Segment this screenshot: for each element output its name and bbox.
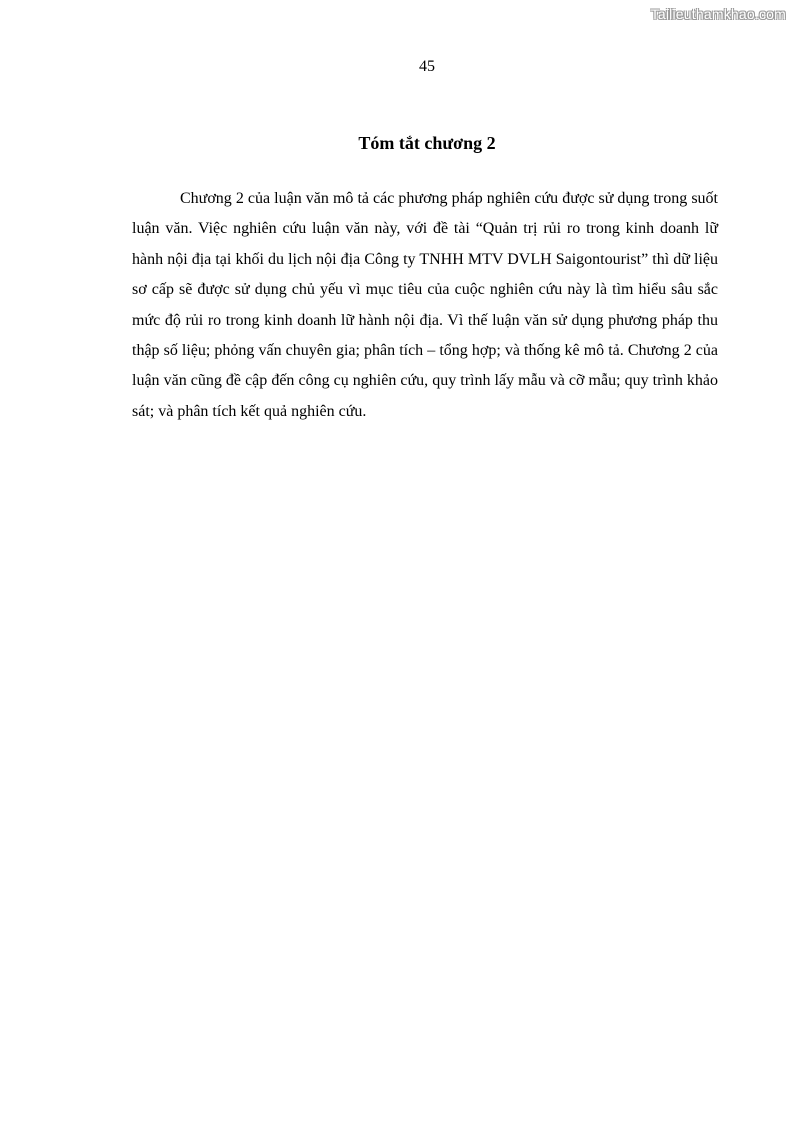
page-number: 45 (419, 58, 435, 75)
watermark-text: Tailieuthamkhao.com (650, 6, 786, 22)
summary-paragraph: Chương 2 của luận văn mô tả các phương pháp nghiên cứu được sử dụng trong suốt luận văn. Việc nghiên cứu luận văn này, với đề tài “Quản trị rủi ro trong kinh doanh lữ hành nội địa tại khối du lịch nội địa Công ty TNHH MTV DVLH Saigontourist” thì dữ liệu sơ cấp sẽ được sử dụng chủ yếu vì mục tiêu của cuộc nghiên cứu này là tìm hiểu sâu sắc mức độ rủi ro trong kinh doanh lữ hành nội địa. Vì thế luận văn sử dụng phương pháp thu thập số liệu; phỏng vấn chuyên gia; phân tích – tổng hợp; và thống kê mô tả. Chương 2 của luận văn cũng đề cập đến công cụ nghiên cứu, quy trình lấy mẫu và cỡ mẫu; quy trình khảo sát; và phân tích kết quả nghiên cứu. (132, 190, 718, 420)
chapter-summary-title: Tóm tắt chương 2 (358, 133, 496, 153)
